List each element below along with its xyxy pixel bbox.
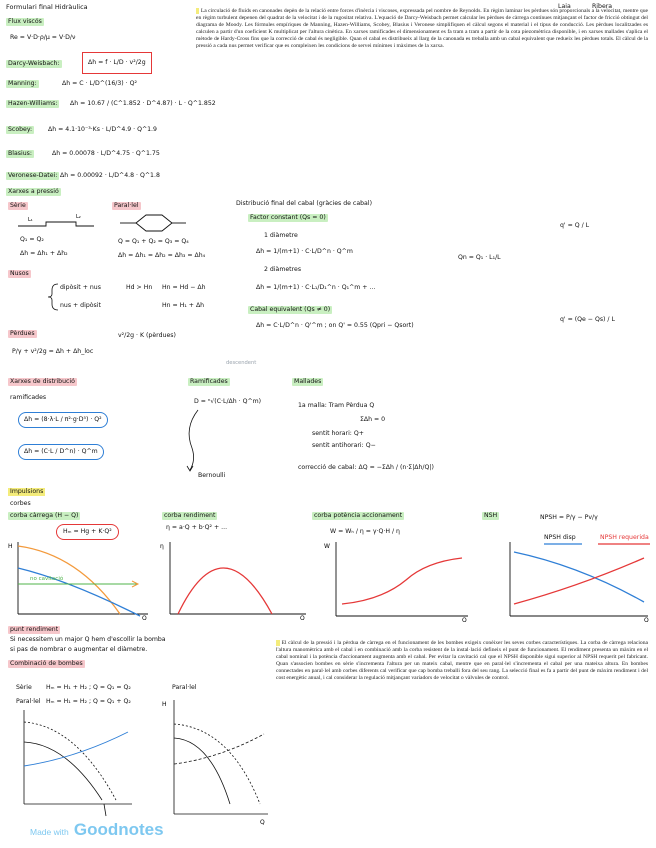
watermark-brand: Goodnotes (73, 820, 164, 839)
theory-paragraph-bottom (276, 640, 648, 840)
manning-formula: Δh = C · L/D^(16/3) · Q² (62, 80, 137, 87)
serie-label: Sèrie (10, 202, 26, 209)
veronese-formula: Δh = 0.00092 · L/D^4.8 · Q^1.8 (60, 172, 160, 179)
cabal-equivalent-label: Cabal equivalent (Qs ≠ 0) (250, 306, 331, 313)
corba-potencia-formula: W = Wₕ / η = γ·Q·H / η (330, 528, 400, 535)
corba-rendiment-label: corba rendiment (164, 512, 216, 519)
nusos-eq-b: Hn = Hd − Δh (162, 284, 206, 291)
mallades-formula-2: ΣΔh = 0 (360, 416, 386, 423)
mallades-formula-1: 1a malla: Tram Pèrdua Q (298, 402, 375, 409)
svg-text:L₁: L₁ (28, 217, 33, 223)
ramificades-label: Ramificades (190, 378, 228, 385)
watermark-prefix: Made with (30, 827, 69, 837)
punt-rendiment-note: Si necessitem un major Q hem d'escollir la bomba (10, 636, 166, 643)
perdues-formula: P/γ + v²/2g = Δh + Δh_loc (12, 348, 94, 355)
nusos-eq-a: Hd > Hn (126, 284, 153, 291)
chart-combinacio-paralel (160, 694, 270, 844)
paragraph-marker (196, 8, 199, 14)
comb-paralel-label: Paral·lel (16, 698, 41, 705)
paragraph-top-text: La circulació de fluids en canonades depèn de la relació entre forces d'inèrcia i viscoses, expressada pel nombre de Reynolds. En règim laminar les pèrdues són proporcionals a la velocitat, mentre que en règim turbulent depenen del quadrat de la velocitat i de la rugositat relativa. L'equació de Darcy-Weisbach permet calcular les pèrdues de càrrega contínues mitjançant el factor de fricció obtingut del diagrama de Moody. Les fórmules empíriques de Manning, Hazen-Williams, Scobey, Blasius i Veronese simplifiquen el càlcul segons el material i el tipus de conducció. Les pèrdues localitzades es calculen a partir d'un coeficient K multiplicat per l'altura cinètica. En xarxes ramificades el dimensionament es fa tram a tram a partir de la cota piezomètrica disponible, i en xarxes mallades s'aplica el mètode de Hardy-Cross fins que la correcció de cabal és negligible. Quan el cabal es distribueix al llarg de la canonada es treballa amb un cabal equivalent que redueix les pèrdues totals. El càlcul de la pressió a cada nus permet verificar que es compleixen les condicions de servei mínimes i màximes de la xarxa. (196, 8, 648, 49)
npsh-req-label: NPSH requerida (600, 534, 649, 541)
nusos-eq-c: Hn = H₁ + Δh (162, 302, 205, 309)
mallades-formula-3: sentit horari: Q+ (312, 430, 364, 437)
theory-paragraph-top (196, 8, 648, 190)
comb-serie-formula: Hₘ = H₁ + H₂ ; Q = Q₁ = Q₂ (46, 684, 131, 691)
chart1-no-cavitacio: no cavitació (30, 576, 64, 582)
chart1-axis-q: Q (142, 615, 147, 620)
chart-potencia (322, 540, 472, 622)
case1-one-diameter-formula: Δh = 1/(m+1) · C·L/D^n · Q^m (256, 248, 353, 255)
corbes-label: corbes (10, 500, 31, 507)
chart-corba-carrega (8, 540, 152, 620)
npsh-formula: NPSH = P/γ − Pv/γ (540, 514, 598, 521)
chart4-npsh-req-curve (514, 558, 644, 604)
corba-rendiment-formula: η = a·Q + b·Q² + ... (166, 524, 228, 531)
paragraph-bottom-marker (276, 640, 280, 646)
chart4-axis-q: Q (644, 617, 649, 622)
paralel-pipe-diagram (118, 212, 188, 234)
chart4-npsh-disp-curve (514, 552, 644, 602)
qn-formula: Qn = Q₁ · L₁/L (458, 254, 501, 261)
case1-two-diameters-formula: Δh = 1/(m+1) · C·L₁/D₁^n · Q₁^m + ... (256, 284, 376, 291)
section-flux-viscos-title: Flux viscós (8, 18, 42, 25)
chart2-axis-q: Q (300, 615, 305, 620)
comb-paralel-formula: Hₘ = H₁ = H₂ ; Q = Q₁ + Q₂ (46, 698, 131, 705)
comb-chart-paralel-title: Paral·lel (172, 684, 197, 691)
blasius-formula: Δh = 0.00078 · L/D^4.75 · Q^1.75 (52, 150, 160, 157)
author-first-name: Laia (558, 3, 571, 10)
cabal-equivalent-formula: Δh = C·L/D^n · Q'^m ; on Q' = 0.55 (Qpri − Qsort) (256, 322, 414, 329)
manning-label: Manning: (8, 80, 37, 87)
hazen-williams-label: Hazen-Williams: (8, 100, 58, 107)
page-title: Formulari final Hidràulica (6, 3, 88, 11)
paralel-formula-1: Q = Q₁ + Q₂ = Q₃ = Q₄ (118, 238, 189, 245)
mallades-formula-4: sentit antihorari: Q− (312, 442, 376, 449)
xarxes-formula-1: Δh = (8·λ·L / π²·g·D⁵) · Q² (18, 412, 108, 428)
distribucio-title: Distribució final del cabal (gràcies de cabal) (236, 200, 372, 207)
xarxes-formula-2: Δh = (C·L / D^n) · Q^m (18, 444, 104, 460)
darcy-label: Darcy-Weisbach: (8, 60, 60, 67)
section-xarxes-title: Xarxes a pressió (8, 188, 59, 195)
goodnotes-watermark (30, 820, 164, 840)
author-last-name: Ribera (592, 3, 613, 10)
nusos-cond-a: dipòsit + nus (60, 284, 101, 291)
chart2-efficiency-curve (178, 568, 272, 614)
blasius-label: Blasius: (8, 150, 32, 157)
chart-comb-axis-q: Q (260, 819, 265, 826)
darcy-formula-box: Δh = f · L/D · v²/2g (82, 52, 152, 74)
punt-rendiment-label: punt rendiment (10, 626, 59, 633)
corba-carrega-label: corba càrrega (H − Q) (10, 512, 79, 519)
chart-comb-axis-h: H (162, 701, 167, 708)
bernoulli-label: Bernoulli (198, 472, 226, 479)
perdues-note: v²/2g · K (pèrdues) (118, 332, 176, 339)
xarxes-sub-label: ramificades (10, 394, 47, 401)
chart-npsh (500, 540, 652, 622)
perdues-label: Pèrdues (10, 330, 35, 337)
chart2-axis-eta: η (160, 543, 164, 550)
scobey-formula: Δh = 4.1·10⁻³·Ks · L/D^4.9 · Q^1.9 (48, 126, 157, 133)
chart3-axis-q: Q (462, 617, 467, 622)
npsh-disp-label: NPSH disp (544, 534, 576, 541)
chart3-axis-w: W (324, 543, 330, 550)
chart3-power-curve (342, 558, 462, 604)
ramificades-arrow (182, 408, 202, 474)
paralel-formula-2: Δh = Δh₁ = Δh₂ = Δh₃ = Δh₄ (118, 252, 206, 259)
comb-serie-label: Sèrie (16, 684, 32, 691)
nusos-brace (46, 282, 60, 312)
nusos-label: Nusos (10, 270, 29, 277)
serie-formula-1: Q₁ = Q₂ (20, 236, 44, 243)
mallades-label: Mallades (294, 378, 322, 385)
combinacio-bombes-label: Combinació de bombes (10, 660, 83, 667)
reynolds-formula: Re = V·D·ρ/μ = V·D/ν (10, 34, 76, 41)
chart-rendiment (160, 540, 310, 620)
scobey-label: Scobey: (8, 126, 33, 133)
mallades-formula-5: correcció de cabal: ΔQ = −ΣΔh / (n·Σ|Δh/Q|) (298, 464, 434, 471)
xarxes-distribucio-label: Xarxes de distribució (10, 378, 75, 385)
paralel-label: Paral·lel (114, 202, 139, 209)
nsh-label: NSH (484, 512, 498, 519)
chart-combinacio-serie (16, 708, 136, 818)
chart1-axis-h: H (8, 543, 13, 550)
corba-potencia-label: corba potència accionament (314, 512, 403, 519)
corba-carrega-formula: Hₘ = Hg + K·Q² (56, 524, 119, 540)
factor-constant-label: Factor constant (Qs = 0) (250, 214, 326, 221)
hazen-williams-formula: Δh = 10.67 / (C^1.852 · D^4.87) · L · Q^1.852 (70, 100, 216, 107)
paragraph-bottom-text: El càlcul de la pressió i la pèrdua de càrrega en el funcionament de les bombes exigeix conèixer les seves corbes característiques. La corba de càrrega relaciona l'altura manomètrica amb el cabal i en combinació amb la corba resistent de la instal·lació defineix el punt de funcionament. El rendiment presenta un màxim en el cabal nominal i la potència d'accionament augmenta amb el cabal. Per evitar la cavitació cal que el NPSH disponible sigui superior al NPSH requerit pel fabricant. Quan s'associen bombes en sèrie s'incrementa l'altura per un mateix cabal, mentre que en paral·lel s'incrementa el cabal per una mateixa altura. En bombes connectades en paral·lel amb corbes diferents cal verificar que cap bomba treballi fora del seu rang. La selecció final es fa a partir del punt de màxim rendiment i del cost energètic anual, i cal considerar la regulació mitjançant variadors de velocitat o vàlvules de control. (276, 640, 648, 681)
punt-rendiment-note-2: si pas de nombrar o augmentar el diàmetre. (10, 646, 148, 653)
q-per-length-1: q' = Q / L (560, 222, 590, 229)
svg-text:L₂: L₂ (76, 214, 81, 220)
q-per-length-2: q' = (Qe − Qs) / L (560, 316, 615, 323)
serie-formula-2: Δh = Δh₁ + Δh₂ (20, 250, 68, 257)
case1-one-diameter: 1 diàmetre (264, 232, 298, 239)
veronese-label: Veronese-Datei: (8, 172, 58, 179)
case1-two-diameters: 2 diàmetres (264, 266, 302, 273)
kdesc-note: descendent (226, 360, 257, 366)
ramificades-formula: D = ⁿ√(C·L/Δh · Q^m) (194, 398, 262, 405)
serie-pipe-diagram (16, 212, 96, 232)
impulsions-title: Impulsions (10, 488, 44, 495)
nusos-cond-b: nus + dipòsit (60, 302, 101, 309)
